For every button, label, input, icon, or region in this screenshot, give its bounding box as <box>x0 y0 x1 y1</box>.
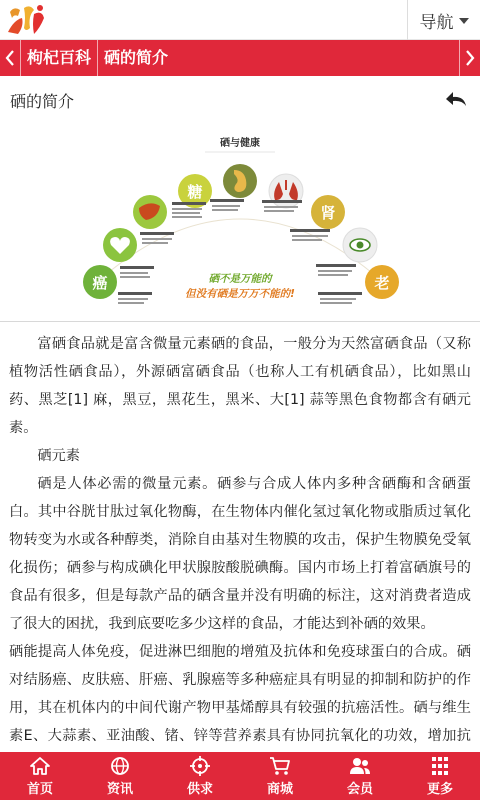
bubble-liver <box>133 195 167 229</box>
cart-icon <box>269 756 291 776</box>
title-row <box>0 76 480 124</box>
chevron-right-icon[interactable] <box>460 40 480 76</box>
bubble-old <box>365 265 399 299</box>
content-divider <box>0 321 480 322</box>
bubble-stomach <box>223 164 257 198</box>
article-paragraph: 富硒食品就是富含微量元素硒的食品，一般分为天然富硒食品（又称植物活性硒食品），外源硒富硒食品（也称人工有机硒食品），比如黑山药、黑芝[1] 麻，黑豆，黑花生，黑米、大[1] 蒜等黑色食物都含有硒元素。 <box>9 336 471 436</box>
slogan-line-2: 但没有硒是万万不能的! <box>185 288 295 300</box>
bottom-tab-bar <box>0 752 480 800</box>
article-subheading: 硒元素 <box>37 448 80 464</box>
bubble-kidney <box>311 195 345 229</box>
top-header <box>0 0 480 40</box>
breadcrumb-item-wolfberry-wiki[interactable]: 枸杞百科 <box>27 48 92 67</box>
svg-text:老: 老 <box>374 274 390 292</box>
selenium-health-infographic <box>0 124 480 320</box>
home-icon <box>29 756 51 776</box>
article-paragraph: 硒能提高人体免疫，促进淋巴细胞的增殖及抗体和免疫球蛋白的合成。硒对结肠癌、皮肤癌、肝癌、乳腺癌等多种癌症具有明显的抑制和防护的作用，其在机体内的中间代谢产物甲基烯醇具有较强的抗癌活性。硒与维生素E、大蒜素、亚油酸、锗、锌等营养素具有协同抗氧化的功效，增加抗 <box>9 644 471 744</box>
bubble-heart <box>103 228 137 262</box>
tab-mall[interactable]: 商城 <box>240 752 320 800</box>
bubble-cancer <box>83 265 117 299</box>
members-icon <box>349 756 371 776</box>
article-paragraph: 硒是人体必需的微量元素。硒参与合成人体内多种含硒酶和含硒蛋白。其中谷胱甘肽过氧化物酶，在生物体内催化氢过氧化物或脂质过氧化物转变为水或各种醇类，消除自由基对生物膜的攻击，保护生物膜免受氧化损伤；硒参与构成碘化甲状腺胺酸脱碘酶。国内市场上打着富硒旗号的食品有很多，但是每款产品的硒含量并没有明确的标注，这对消费者造成了很大的困扰，我到底要吃多少这样的食品，才能达到补硒的效果。 <box>9 476 471 632</box>
target-icon <box>189 756 211 776</box>
nav-menu-button[interactable] <box>408 0 480 40</box>
page-title: 硒的简介 <box>10 91 75 111</box>
svg-text:糖: 糖 <box>187 183 203 201</box>
tab-members[interactable]: 会员 <box>320 752 400 800</box>
breadcrumb-item-current[interactable]: 硒的简介 <box>104 48 169 67</box>
article-body <box>0 330 480 752</box>
tab-news[interactable]: 资讯 <box>80 752 160 800</box>
back-arrow-icon[interactable] <box>444 90 470 110</box>
svg-text:肾: 肾 <box>320 204 336 222</box>
slogan-line-1: 硒不是万能的 <box>208 273 272 285</box>
globe-icon <box>109 756 131 776</box>
caret-down-icon <box>459 18 469 24</box>
chevron-left-icon[interactable] <box>0 40 20 76</box>
nav-label: 导航 <box>419 12 454 33</box>
bubble-eye <box>343 228 377 262</box>
tab-home[interactable]: 首页 <box>0 752 80 800</box>
grid-icon <box>429 756 451 776</box>
site-logo[interactable] <box>4 2 48 38</box>
breadcrumb <box>0 40 480 76</box>
figure-title: 硒与健康 <box>220 138 260 149</box>
svg-text:癌: 癌 <box>92 274 108 292</box>
tab-supply-demand[interactable]: 供求 <box>160 752 240 800</box>
tab-more[interactable]: 更多 <box>400 752 480 800</box>
